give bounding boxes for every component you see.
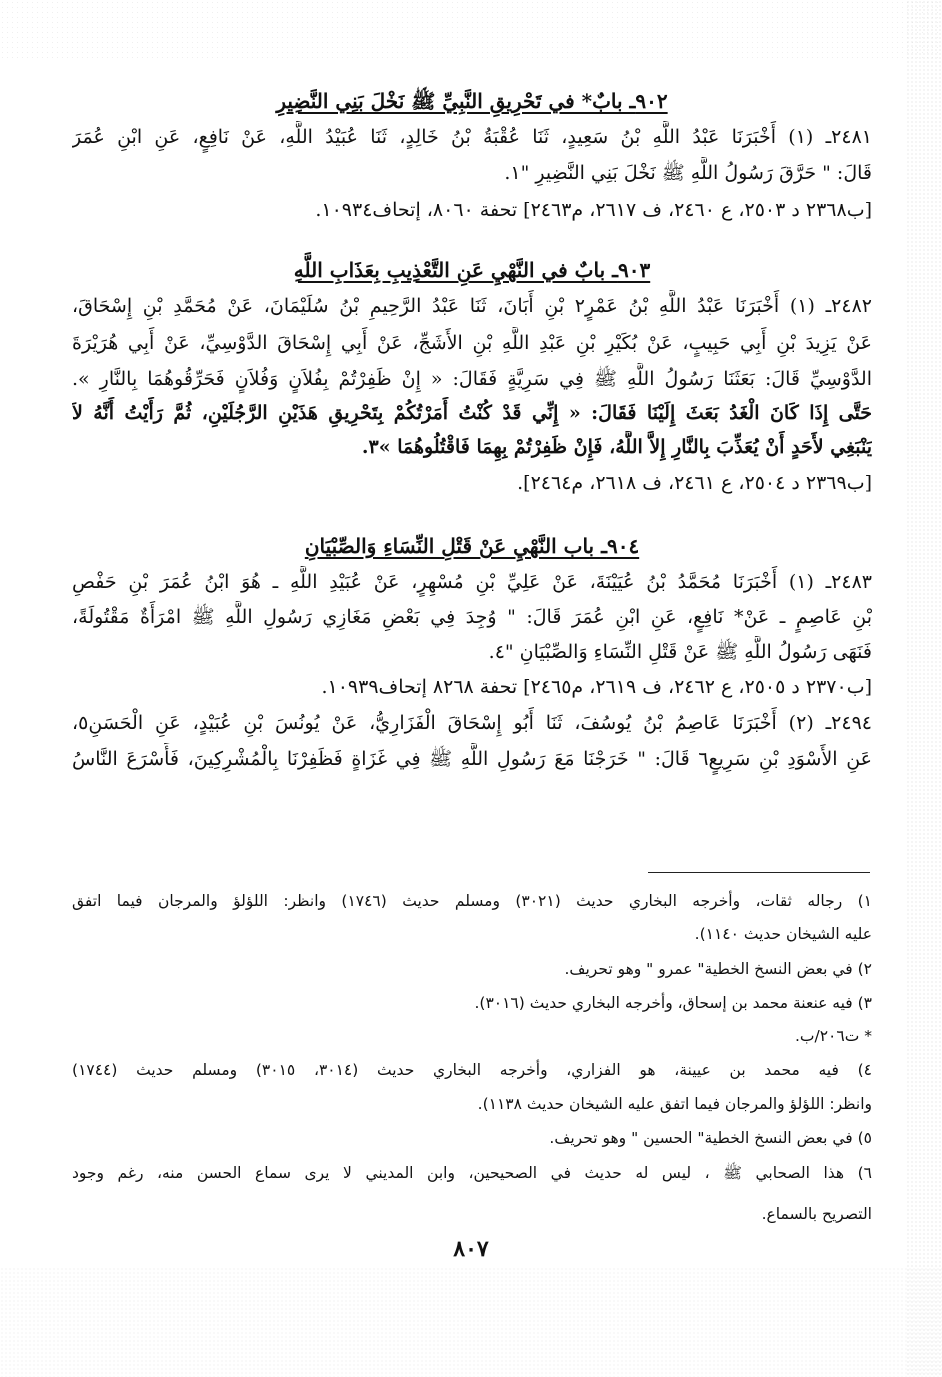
hadith-2482-line-2: عَنْ يَزِيدَ بْنِ أَبِي حَبِيبٍ، عَنْ بُكَيْرِ بْنِ عَبْدِ اللَّهِ بْنِ الأَشَجِّ، عَنْ أَبِي إِسْحَاقَ الدَّوْسِيِّ، عَنْ أَبِي هُرَيْرَةَ <box>72 332 872 354</box>
chapter-heading-903: ٩٠٣ـ بابٌ في النَّهْيِ عَنِ التَّعْذِيبِ بِعَذَابِ اللَّهِ <box>293 258 651 282</box>
hadith-2482-line-1: ٢٤٨٢ـ (١) أَخْبَرَنَا عَبْدُ اللَّهِ بْنُ عَمْرٍ٢ بْنِ أَبَانَ، ثَنَا عَبْدُ الرَّحِيمِ بْنُ سُلَيْمَانَ، عَنْ مُحَمَّدِ بْنِ إِسْحَاقَ، <box>72 295 872 317</box>
footnote-3: ٣) فيه عنعنة محمد بن إسحاق، وأخرجه البخاري حديث (٣٠١٦). <box>474 994 872 1012</box>
hadith-2483-line-2: بْنِ عَاصِمٍ ـ عَنْ* نَافِعٍ، عَنِ ابْنِ عُمَرَ قَالَ: " وُجِدَ فِي بَعْضِ مَغَازِي رَسُولِ اللَّهِ ﷺ امْرَأَةٌ مَقْتُولَةً، <box>72 606 872 628</box>
hadith-2481-line-2: قَالَ: " حَرَّقَ رَسُولُ اللَّهِ ﷺ نَخْلَ بَنِي النَّضِيرِ "١. <box>504 162 872 184</box>
footnote-6: ٦) هذا الصحابي ﷺ ، ليس له حديث في الصحيحين، وابن المديني لا يرى سماع الحسن منه، رغم وجود <box>72 1164 872 1182</box>
footnote-2: ٢) في بعض النسخ الخطية" عمرو " وهو تحريف. <box>564 960 872 978</box>
footnote-folio-marker: * ت٢٠٦/ب. <box>794 1027 872 1045</box>
scan-noise-right <box>906 0 942 1377</box>
hadith-2481-line-1: ٢٤٨١ـ (١) أَخْبَرَنَا عَبْدُ اللَّهِ بْنُ سَعِيدٍ، ثَنَا عُقْبَةُ بْنُ خَالِدٍ، ثَنَا عُبَيْدُ اللَّهِ، عَنْ نَافِعٍ، عَنِ ابْنِ عُمَرَ <box>72 126 872 148</box>
footnote-1-cont: عليه الشيخان حديث ١١٤٠). <box>694 925 872 943</box>
scan-noise-top <box>0 0 942 60</box>
footnote-4: ٤) فيه محمد بن عيينة، هو الفزاري، وأخرجه البخاري حديث (٣٠١٤، ٣٠١٥) ومسلم حديث (١٧٤٤) <box>72 1061 872 1079</box>
footnote-separator <box>648 872 870 873</box>
hadith-2482-line-4: حَتَّى إِذَا كَانَ الْغَدُ بَعَثَ إِلَيْنَا فَقَالَ: « إِنِّي قَدْ كُنْتُ أَمَرْتُكُمْ بِتَحْرِيقِ هَذَيْنِ الرَّجُلَيْنِ، ثُمَّ رَأَيْتُ أَنَّهُ لاَ <box>72 402 872 424</box>
hadith-2483-line-3: فَنَهَى رَسُولُ اللَّهِ ﷺ عَنْ قَتْلِ النِّسَاءِ وَالصِّبْيَانِ "٤. <box>488 641 872 663</box>
hadith-2482-line-5: يَنْبَغِي لأَحَدٍ أَنْ يُعَذِّبَ بِالنَّارِ إِلاَّ اللَّهُ، فَإِنْ ظَفِرْتُمْ بِهِمَا فَاقْتُلُوهُمَا »٣. <box>361 436 872 458</box>
hadith-2483-line-1: ٢٤٨٣ـ (١) أَخْبَرَنَا مُحَمَّدُ بْنُ عُيَيْنَةَ، عَنْ عَلِيِّ بْنِ مُسْهِرٍ، عَنْ عُبَيْدِ اللَّهِ ـ هُوَ ابْنُ عُمَرَ بْنِ حَفْصِ <box>72 571 872 593</box>
footnote-4-cont: وانظر: اللؤلؤ والمرجان فيما اتفق عليه الشيخان حديث ١١٣٨). <box>477 1095 872 1113</box>
page-number: ٨٠٧ <box>453 1236 489 1262</box>
footnote-1: ١) رجاله ثقات، وأخرجه البخاري حديث (٣٠٢١) ومسلم حديث (١٧٤٦) وانظر: اللؤلؤ والمرجان فيما اتفق <box>72 892 872 910</box>
footnote-6-cont: التصريح بالسماع. <box>761 1205 872 1223</box>
chapter-heading-904: ٩٠٤ـ باب النَّهْيِ عَنْ قَتْلِ النِّسَاءِ وَالصِّبْيَانِ <box>304 534 640 558</box>
hadith-2483-references: [ب٢٣٧٠ د ٢٥٠٥، ع ٢٤٦٢، ف ٢٦١٩، م٢٤٦٥] تحفة ٨٢٦٨ إتحاف١٠٩٣٩. <box>321 676 872 698</box>
hadith-2494-line-2: عَنِ الأَسْوَدِ بْنِ سَرِيعٍ٦ قَالَ: " خَرَجْنَا مَعَ رَسُولِ اللَّهِ ﷺ فِي غَزَاةٍ فَظَفِرْنَا بِالْمُشْرِكِينَ، فَأَسْرَعَ النَّاسُ <box>72 748 872 770</box>
hadith-2494-line-1: ٢٤٩٤ـ (٢) أَخْبَرَنَا عَاصِمُ بْنُ يُوسُفَ، ثَنَا أَبُو إِسْحَاقَ الْفَزَارِيُّ، عَنْ يُونُسَ بْنِ عُبَيْدٍ، عَنِ الْحَسَنِ٥، <box>72 712 872 734</box>
footnote-5: ٥) في بعض النسخ الخطية" الحسين " وهو تحريف. <box>549 1129 872 1147</box>
hadith-2482-references: [ب٢٣٦٩ د ٢٥٠٤، ع ٢٤٦١، ف ٢٦١٨، م٢٤٦٤]. <box>517 472 872 494</box>
hadith-2482-line-3: الدَّوْسِيِّ قَالَ: بَعَثَنَا رَسُولُ اللَّهِ ﷺ فِي سَرِيَّةٍ فَقَالَ: « إِنْ ظَفِرْتُمْ بِفُلاَنٍ وَفُلاَنٍ فَحَرِّقُوهُمَا بِالنَّارِ ». <box>72 368 872 390</box>
hadith-2481-references: [ب٢٣٦٨ د ٢٥٠٣، ع ٢٤٦٠، ف ٢٦١٧، م٢٤٦٣] تحفة ٨٠٦٠، إتحاف١٠٩٣٤. <box>315 199 872 221</box>
chapter-heading-902: ٩٠٢ـ بابٌ* في تَحْرِيقِ النَّبِيِّ ﷺ نَخْلَ بَنِي النَّضِيرِ <box>276 89 668 113</box>
scan-noise-bottom <box>0 1267 942 1377</box>
